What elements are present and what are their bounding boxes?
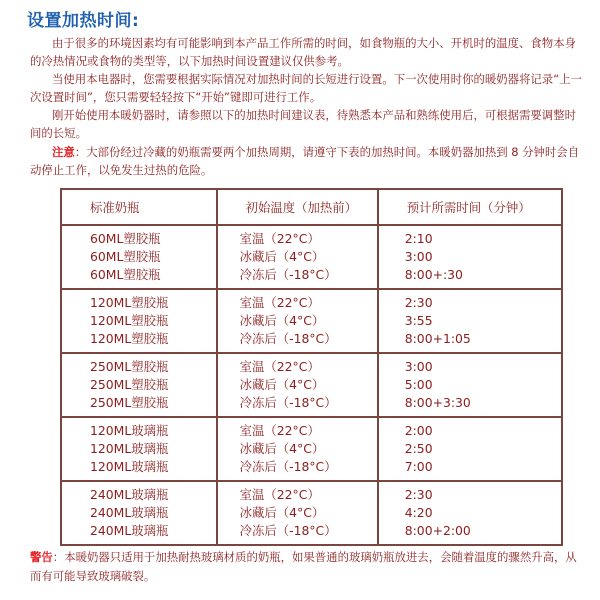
- header-estimated-time: 预计所需时间（分钟）: [378, 189, 562, 225]
- initial-temp: 冷冻后（-18°C）: [239, 331, 337, 346]
- time-cell: [378, 225, 562, 289]
- estimated-time: 2:00: [404, 423, 433, 438]
- header-initial-temp: 初始温度（加热前）: [217, 189, 378, 225]
- initial-temp: 室温（22°C）: [239, 295, 320, 310]
- initial-temp: 冰藏后（4°C）: [239, 377, 325, 392]
- bottle-type: 250ML塑胶瓶: [90, 395, 169, 410]
- note-paragraph: [30, 143, 582, 179]
- initial-temp: 冷冻后（-18°C）: [239, 459, 337, 474]
- bottle-type: 240ML玻璃瓶: [90, 523, 169, 538]
- usage-paragraph: 当使用本电器时，您需要根据实际情况对加热时间的长短进行设置。下一次使用时你的暖奶器将记录“上一次设置时间”，您只需要轻轻按下“开始”键即可进行工作。: [30, 72, 582, 104]
- bottle-cell: [61, 353, 217, 417]
- bottle-type: 120ML塑胶瓶: [90, 331, 169, 346]
- estimated-time: 7:00: [404, 459, 433, 474]
- table-row: [61, 417, 562, 481]
- estimated-time: 8:00+:30: [404, 267, 463, 282]
- initial-temp: 冰藏后（4°C）: [239, 313, 325, 328]
- heating-time-table: [60, 188, 563, 546]
- initial-temp: 室温（22°C）: [239, 231, 320, 246]
- bottle-cell: [61, 225, 217, 289]
- bottle-type: 250ML塑胶瓶: [90, 359, 169, 374]
- bottle-type: 240ML玻璃瓶: [90, 487, 169, 502]
- bottle-type: 120ML塑胶瓶: [90, 295, 169, 310]
- temp-cell: [217, 353, 378, 417]
- bottle-cell: [61, 481, 217, 545]
- note-text: ：大部份经过冷藏的奶瓶需要两个加热周期，请遵守下表的加热时间。本暖奶器加热到 8 分钟时会自动停止工作，以免发生过热的危险。: [30, 145, 580, 177]
- initial-temp: 室温（22°C）: [239, 487, 320, 502]
- first-use-paragraph: 刚开始使用本暖奶器时，请参照以下的加热时间建议表，待熟悉本产品和熟练使用后，可根据需要调整时间的长短。: [30, 108, 576, 140]
- warning-paragraph: [30, 548, 582, 586]
- estimated-time: 2:30: [404, 487, 433, 502]
- estimated-time: 3:00: [404, 359, 433, 374]
- initial-temp: 室温（22°C）: [239, 423, 320, 438]
- bottle-type: 120ML玻璃瓶: [90, 459, 169, 474]
- table-row: [61, 225, 562, 289]
- initial-temp: 冷冻后（-18°C）: [239, 267, 337, 282]
- table-row: [61, 481, 562, 545]
- estimated-time: 8:00+2:00: [404, 523, 471, 538]
- bottle-type: 60ML塑胶瓶: [90, 267, 161, 282]
- estimated-time: 3:55: [404, 313, 433, 328]
- estimated-time: 2:50: [404, 441, 433, 456]
- estimated-time: 5:00: [404, 377, 433, 392]
- bottle-type: 250ML塑胶瓶: [90, 377, 169, 392]
- intro-paragraph: 由于很多的环境因素均有可能影响到本产品工作所需的时间，如食物瓶的大小、开机时的温度、食物本身的冷热情况或食物的类型等，以下加热时间设置建议仅供参考。: [30, 36, 576, 68]
- bottle-type: 240ML玻璃瓶: [90, 505, 169, 520]
- bottle-type: 120ML玻璃瓶: [90, 423, 169, 438]
- estimated-time: 2:30: [404, 295, 433, 310]
- bottle-cell: [61, 417, 217, 481]
- initial-temp: 冰藏后（4°C）: [239, 249, 325, 264]
- bottle-type: 60ML塑胶瓶: [90, 231, 161, 246]
- estimated-time: 2:10: [404, 231, 433, 246]
- page-title: 设置加热时间:: [27, 11, 140, 31]
- initial-temp: 冷冻后（-18°C）: [239, 523, 337, 538]
- estimated-time: 8:00+1:05: [404, 331, 471, 346]
- bottle-type: 60ML塑胶瓶: [90, 249, 161, 264]
- time-cell: [378, 417, 562, 481]
- time-cell: [378, 289, 562, 353]
- estimated-time: 3:00: [404, 249, 433, 264]
- table-header-row: [61, 189, 562, 225]
- temp-cell: [217, 225, 378, 289]
- time-cell: [378, 481, 562, 545]
- warning-label: 警告: [30, 550, 53, 564]
- header-bottle: 标准奶瓶: [61, 189, 217, 225]
- table-row: [61, 289, 562, 353]
- initial-temp: 冷冻后（-18°C）: [239, 395, 337, 410]
- estimated-time: 8:00+3:30: [404, 395, 471, 410]
- temp-cell: [217, 417, 378, 481]
- bottle-type: 120ML玻璃瓶: [90, 441, 169, 456]
- temp-cell: [217, 481, 378, 545]
- initial-temp: 室温（22°C）: [239, 359, 320, 374]
- initial-temp: 冰藏后（4°C）: [239, 441, 325, 456]
- bottle-cell: [61, 289, 217, 353]
- time-cell: [378, 353, 562, 417]
- initial-temp: 冰藏后（4°C）: [239, 505, 325, 520]
- temp-cell: [217, 289, 378, 353]
- estimated-time: 4:20: [404, 505, 433, 520]
- bottle-type: 120ML塑胶瓶: [90, 313, 169, 328]
- table-row: [61, 353, 562, 417]
- note-label: 注意: [52, 145, 75, 159]
- warning-text: ：本暖奶器只适用于加热耐热玻璃材质的奶瓶，如果普通的玻璃奶瓶放进去，会随着温度的骤然升高，从而有可能导致玻璃破裂。: [30, 550, 577, 583]
